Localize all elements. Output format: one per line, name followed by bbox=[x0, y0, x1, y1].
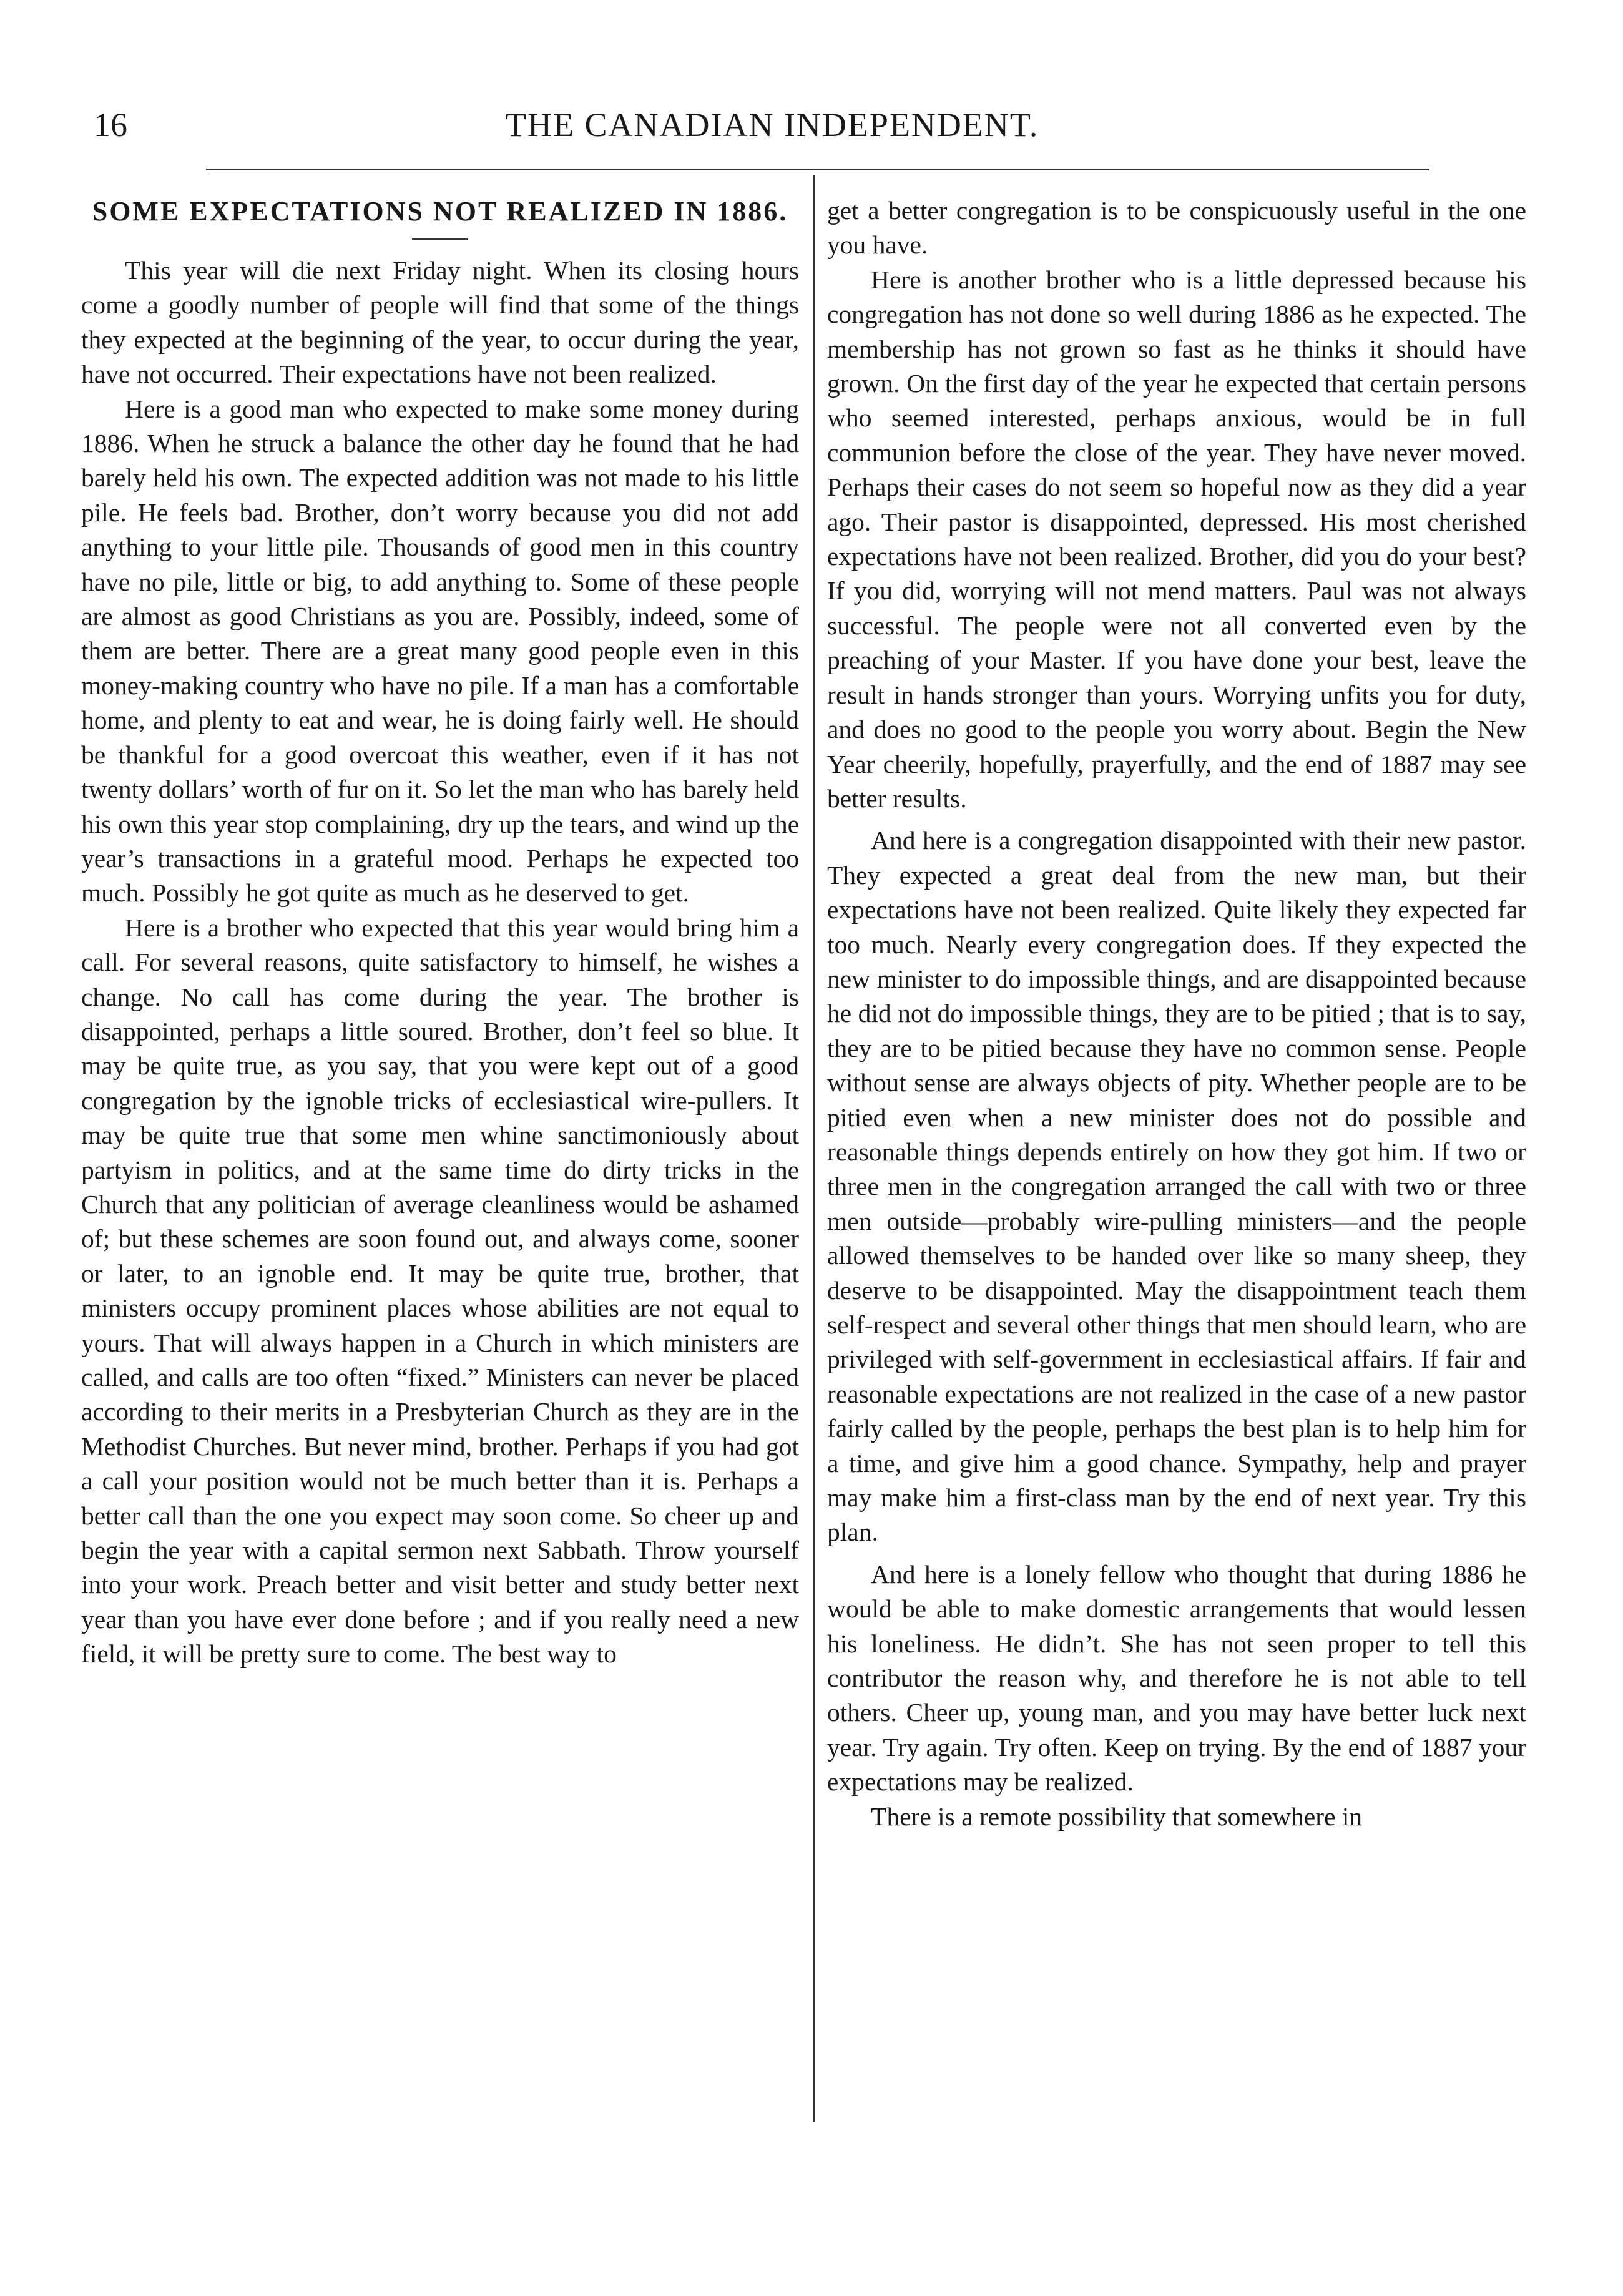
article-paragraph: Here is a brother who expected that this year would bring him a call. For several reasons, quite satisfactory to himself, he wishes a change. No call has come during the year. The brother is disappointed, perhaps a little soured. Brother, don’t feel so blue. It may be quite true, as you say, that you were kept out of a good congregation by the ignoble tricks of ecclesiastical wire-pullers. It may be quite true that some men whine sanctimoniously about partyism in politics, and at the same time do dirty tricks in the Church that any politician of average cleanliness would be ashamed of; but these schemes are soon found out, and always come, sooner or later, to an ignoble end. It may be quite true, brother, that ministers occupy prominent places whose abilities are not equal to yours. That will always happen in a Church in which ministers are called, and calls are too often “fixed.” Ministers can never be placed according to their merits in a Presbyterian Church as they are in the Methodist Churches. But never mind, brother. Perhaps if you had got a call your position would not be much better than it is. Perhaps a better call than the one you expect may soon come. So cheer up and begin the year with a capital sermon next Sabbath. Throw yourself into your work. Preach better and visit better and study better next year than you have ever done before ; and if you really need a new field, it will be pretty sure to come. The best way to bbox=[81, 913, 799, 1669]
running-head bbox=[94, 103, 1529, 153]
article-paragraph: There is a remote possibility that somewhere in bbox=[871, 1802, 1363, 1831]
page-number: 16 bbox=[94, 106, 127, 144]
article-paragraph-continued: get a better congregation is to be conspicuously useful in the one you have. bbox=[827, 196, 1526, 260]
left-column bbox=[81, 194, 799, 1672]
column-divider bbox=[813, 175, 815, 2122]
header-rule bbox=[206, 169, 1429, 170]
article-title: SOME EXPECTATIONS NOT REALIZED IN 1886. bbox=[92, 196, 788, 227]
article-paragraph: And here is a lonely fellow who thought that during 1886 he would be able to make domestic arrangements that would lessen his loneliness. He didn’t. She has not seen proper to tell this contributor the reason why, and therefore he is not able to tell others. Cheer up, young man, and you may have better luck next year. Try again. Try often. Keep on trying. By the end of 1887 your expectations may be realized. bbox=[827, 1559, 1526, 1797]
right-column bbox=[827, 194, 1526, 1834]
article-paragraph: This year will die next Friday night. When its closing hours come a goodly number of people will find that some of the things they expected at the beginning of the year, to occur during the year, have not occurred. Their expectations have not been realized. bbox=[81, 256, 799, 389]
article-paragraph: Here is a good man who expected to make some money during 1886. When he struck a balance the other day he found that he had barely held his own. The expected addition was not made to his little pile. He feels bad. Brother, don’t worry because you did not add anything to your little pile. Thousands of good men in this country have no pile, little or big, to add anything to. Some of these people are almost as good Christians as you are. Possibly, indeed, some of them are better. There are a great many good people even in this money-making country who have no pile. If a man has a comfortable home, and plenty to eat and wear, he is doing fairly well. He should be thankful for a good overcoat this weather, even if it has not twenty dollars’ worth of fur on it. So let the man who has barely held his own this year stop complaining, dry up the tears, and wind up the year’s transactions in a grateful mood. Perhaps he expected too much. Possibly he got quite as much as he deserved to get. bbox=[81, 394, 799, 908]
article-paragraph: Here is another brother who is a little depressed because his congregation has not done so well during 1886 as he expected. The membership has not grown so fast as he thinks it should have grown. On the first day of the year he expected that certain persons who seemed interested, perhaps anxious, would be in full communion before the close of the year. They have never moved. Perhaps their cases do not seem so hopeful now as they did a year ago. Their pastor is disappointed, depressed. His most cherished expectations have not been realized. Brother, did you do your best? If you did, worrying will not mend matters. Paul was not always successful. The people were not all converted even by the preaching of your Master. If you have done your best, leave the result in hands stronger than yours. Worrying unfits you for duty, and does no good to the people you worry about. Begin the New Year cheerily, hopefully, prayerfully, and the end of 1887 may see better results. bbox=[827, 265, 1526, 813]
journal-title: THE CANADIAN INDEPENDENT. bbox=[506, 106, 1039, 144]
title-rule bbox=[412, 238, 468, 240]
article-paragraph: And here is a congregation disappointed with their new pastor. They expected a great deal from the new man, but their expectations have not been realized. Quite likely they expected far too much. Nearly every congregation does. If they expected the new minister to do impossible things, and are disappointed because he did not do impossible things, they are to be pitied ; that is to say, they are to be pitied because they have no common sense. People without sense are always objects of pity. Whether people are to be pitied even when a new minister does not do possible and reasonable things depends entirely on how they got him. If two or three men in the congregation arranged the call with two or three men outside—probably wire-pulling ministers—and the people allowed themselves to be handed over like so many sheep, they deserve to be disappointed. May the disappointment teach them self-respect and several other things that men should learn, who are privileged with self-government in ecclesiastical affairs. If fair and reasonable expectations are not realized in the case of a new pastor fairly called by the people, perhaps the best plan is to help him for a time, and give him a good chance. Sympathy, help and prayer may make him a first-class man by the end of next year. Try this plan. bbox=[827, 826, 1526, 1547]
